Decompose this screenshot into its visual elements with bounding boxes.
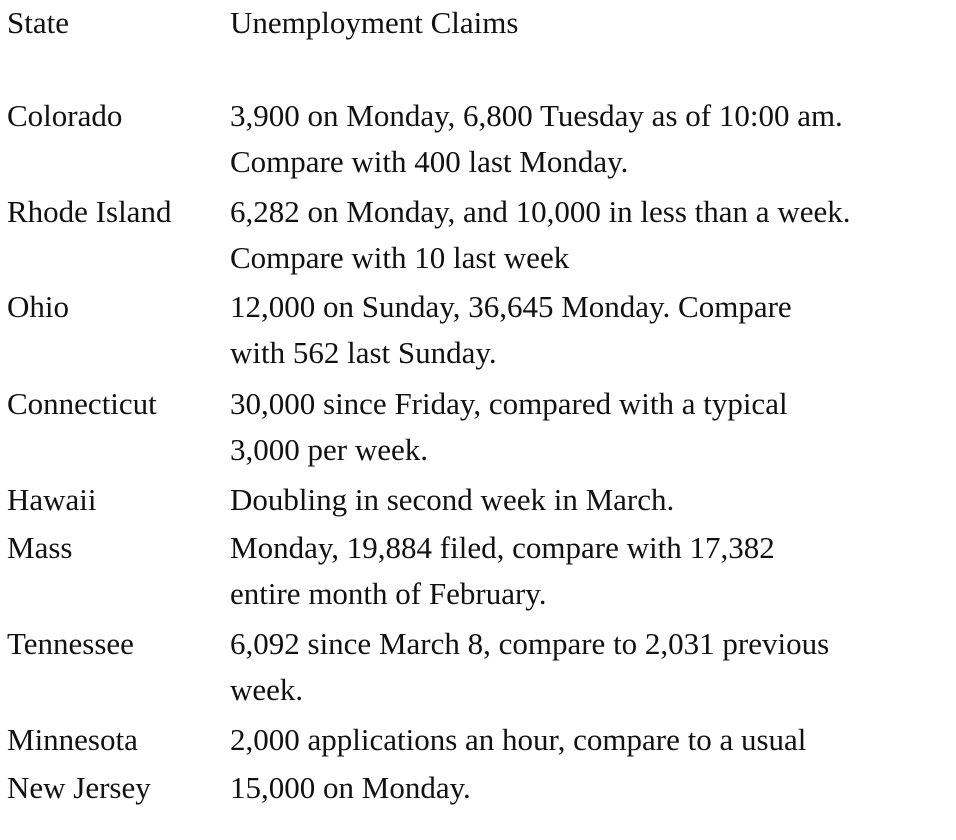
claims-text bbox=[230, 284, 950, 376]
claims-text bbox=[230, 621, 950, 713]
claims-line: 6,282 on Monday, and 10,000 in less than a week. bbox=[230, 194, 851, 229]
claims-line: Monday, 19,884 filed, compare with 17,382 bbox=[230, 530, 775, 565]
claims-line: with 562 last Sunday. bbox=[230, 335, 497, 370]
claims-line: 30,000 since Friday, compared with a typical bbox=[230, 386, 788, 421]
claims-line: Compare with 400 last Monday. bbox=[230, 144, 629, 179]
state-name: Connecticut bbox=[7, 386, 157, 421]
claims-line: Doubling in second week in March. bbox=[230, 482, 675, 517]
claims-line: 15,000 on Monday. bbox=[230, 770, 471, 805]
claims-line: 3,000 per week. bbox=[230, 432, 428, 467]
header-state: State bbox=[7, 5, 69, 40]
claims-text bbox=[230, 93, 950, 185]
state-name: New Jersey bbox=[7, 770, 151, 805]
state-name: Minnesota bbox=[7, 722, 138, 757]
claims-line: 12,000 on Sunday, 36,645 Monday. Compare bbox=[230, 289, 792, 324]
claims-line: entire month of February. bbox=[230, 576, 547, 611]
state-name: Rhode Island bbox=[7, 194, 172, 229]
state-name: Tennessee bbox=[7, 626, 134, 661]
claims-text bbox=[230, 381, 950, 473]
claims-text bbox=[230, 477, 950, 523]
claims-line: Compare with 10 last week bbox=[230, 240, 570, 275]
state-name: Ohio bbox=[7, 289, 69, 324]
claims-line: 2,000 applications an hour, compare to a usual bbox=[230, 722, 807, 757]
state-name: Colorado bbox=[7, 98, 123, 133]
state-name: Mass bbox=[7, 530, 73, 565]
claims-text bbox=[230, 525, 950, 617]
claims-line: 3,900 on Monday, 6,800 Tuesday as of 10:00 am. bbox=[230, 98, 843, 133]
claims-line: week. bbox=[230, 672, 304, 707]
state-name: Hawaii bbox=[7, 482, 97, 517]
claims-text bbox=[230, 765, 950, 811]
header-claims: Unemployment Claims bbox=[230, 5, 519, 40]
claims-text bbox=[230, 717, 950, 763]
claims-line: 6,092 since March 8, compare to 2,031 previous bbox=[230, 626, 830, 661]
claims-text bbox=[230, 189, 950, 281]
